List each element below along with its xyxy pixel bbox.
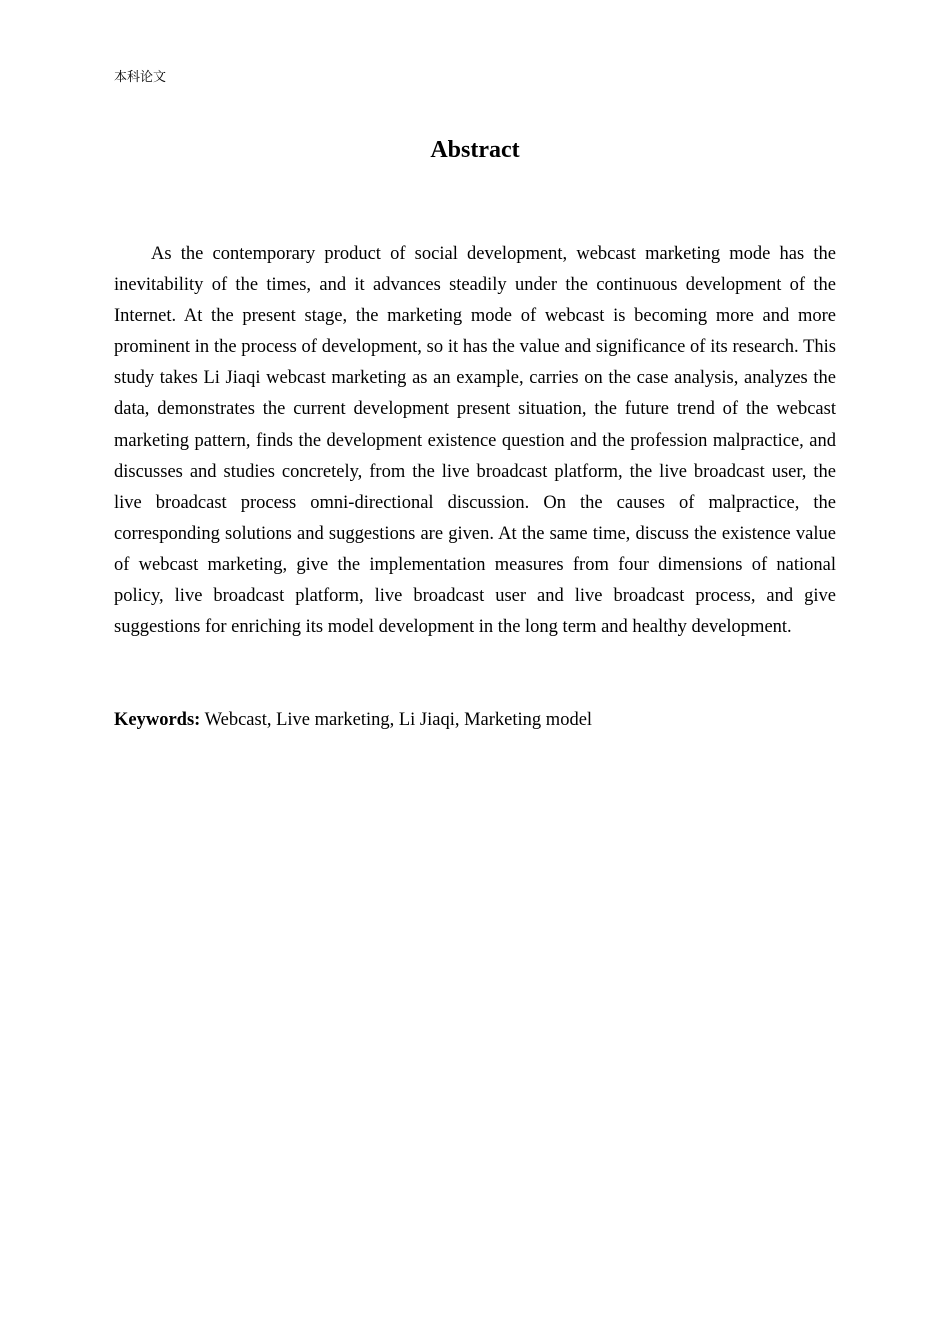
- running-header: 本科论文: [114, 70, 167, 85]
- keywords-label: Keywords:: [114, 710, 201, 730]
- abstract-body: As the contemporary product of social development, webcast marketing mode has the inevitability of the times, and it advances steadily under the continuous development of the Internet. At the present stage, the marketing mode of webcast is becoming more and more prominent in the process of development, so it has the value and significance of its research. This study takes Li Jiaqi webcast marketing as an example, carries on the case analysis, analyzes the data, demonstrates the current development present situation, the future trend of the webcast marketing pattern, finds the development existence question and the profession malpractice, and discusses and studies concretely, from the live broadcast platform, the live broadcast user, the live broadcast process omni-directional discussion. On the causes of malpractice, the corresponding solutions and suggestions are given. At the same time, discuss the existence value of webcast marketing, give the implementation measures from four dimensions of national policy, live broadcast platform, live broadcast user and live broadcast process, and give suggestions for enriching its model development in the long term and healthy development.: [114, 244, 836, 638]
- keywords-line: [114, 705, 836, 736]
- abstract-title: Abstract: [430, 137, 520, 163]
- keywords-text: Webcast, Live marketing, Li Jiaqi, Marketing model: [204, 710, 593, 730]
